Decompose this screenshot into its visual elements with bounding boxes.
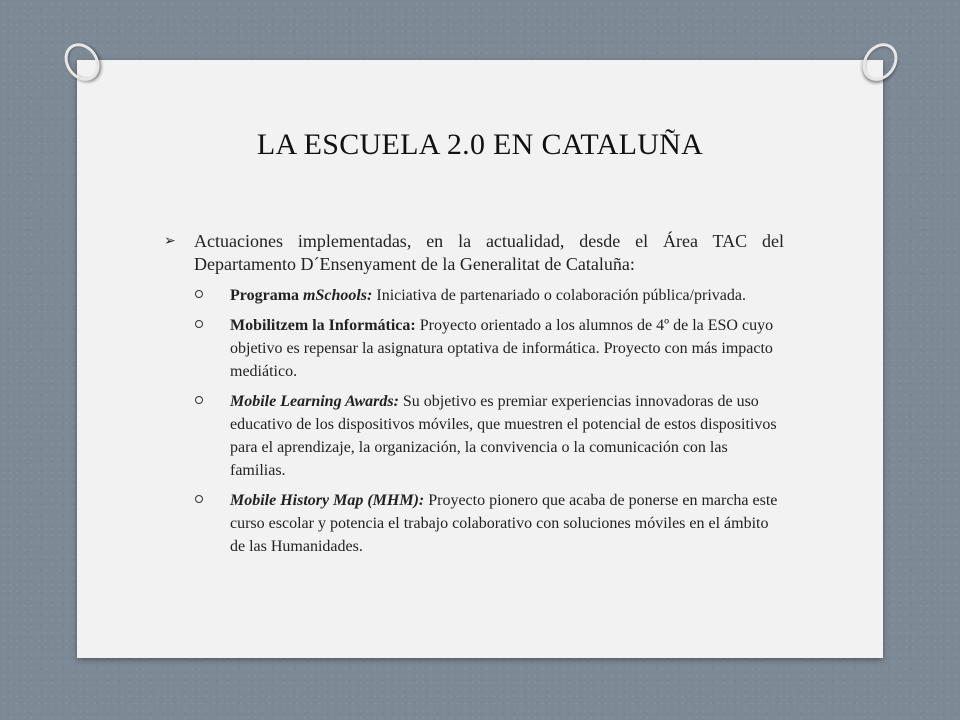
sub-bullet-lead: Mobile History Map (MHM): <box>230 492 425 509</box>
sub-bullet-mschools <box>164 284 784 307</box>
sub-bullet-lead: Mobilitzem la Informática: <box>230 317 416 334</box>
slide-title: LA ESCUELA 2.0 EN CATALUÑA <box>256 128 704 161</box>
main-bullet-point <box>164 230 784 276</box>
sub-bullet-text: Iniciativa de partenariado o colaboración pública/privada. <box>372 287 746 304</box>
sub-bullet-lead: Mobile Learning Awards: <box>230 393 399 410</box>
sub-bullet-text: Su objetivo es premiar experiencias innovadoras de uso educativo de los dispositivos móviles, que muestren el potencial de estos dispositivos para el aprendizaje, la organización, la convivencia o la comunicación con las familias. <box>230 393 777 479</box>
sub-bullet-text: Proyecto orientado a los alumnos de 4º de la ESO cuyo objetivo es repensar la asignatura optativa de informática. Proyecto con más impacto mediático. <box>230 317 774 380</box>
circle-bullet-icon <box>195 290 203 298</box>
circle-bullet-icon <box>195 495 203 503</box>
slide-content <box>164 230 784 565</box>
main-bullet-text: Actuaciones implementadas, en la actualidad, desde el Área TAC del Departamento D´Ensenyament de la Generalitat de Cataluña: <box>194 231 784 274</box>
sub-bullet-text: Proyecto pionero que acaba de ponerse en marcha este curso escolar y potencia el trabajo colaborativo con soluciones móviles en el ámbito de las Humanidades. <box>230 492 778 555</box>
sub-bullet-lead: Programa <box>230 287 304 304</box>
circle-bullet-icon <box>195 320 203 328</box>
sub-bullet-lead-italic: mSchools: <box>303 287 373 304</box>
sub-bullet-mobilitzem <box>164 314 784 383</box>
circle-bullet-icon <box>195 396 203 404</box>
sub-bullet-mobile-learning-awards <box>164 390 784 482</box>
arrow-bullet-icon: ➢ <box>164 234 176 249</box>
sub-bullet-mobile-history-map <box>164 489 784 558</box>
